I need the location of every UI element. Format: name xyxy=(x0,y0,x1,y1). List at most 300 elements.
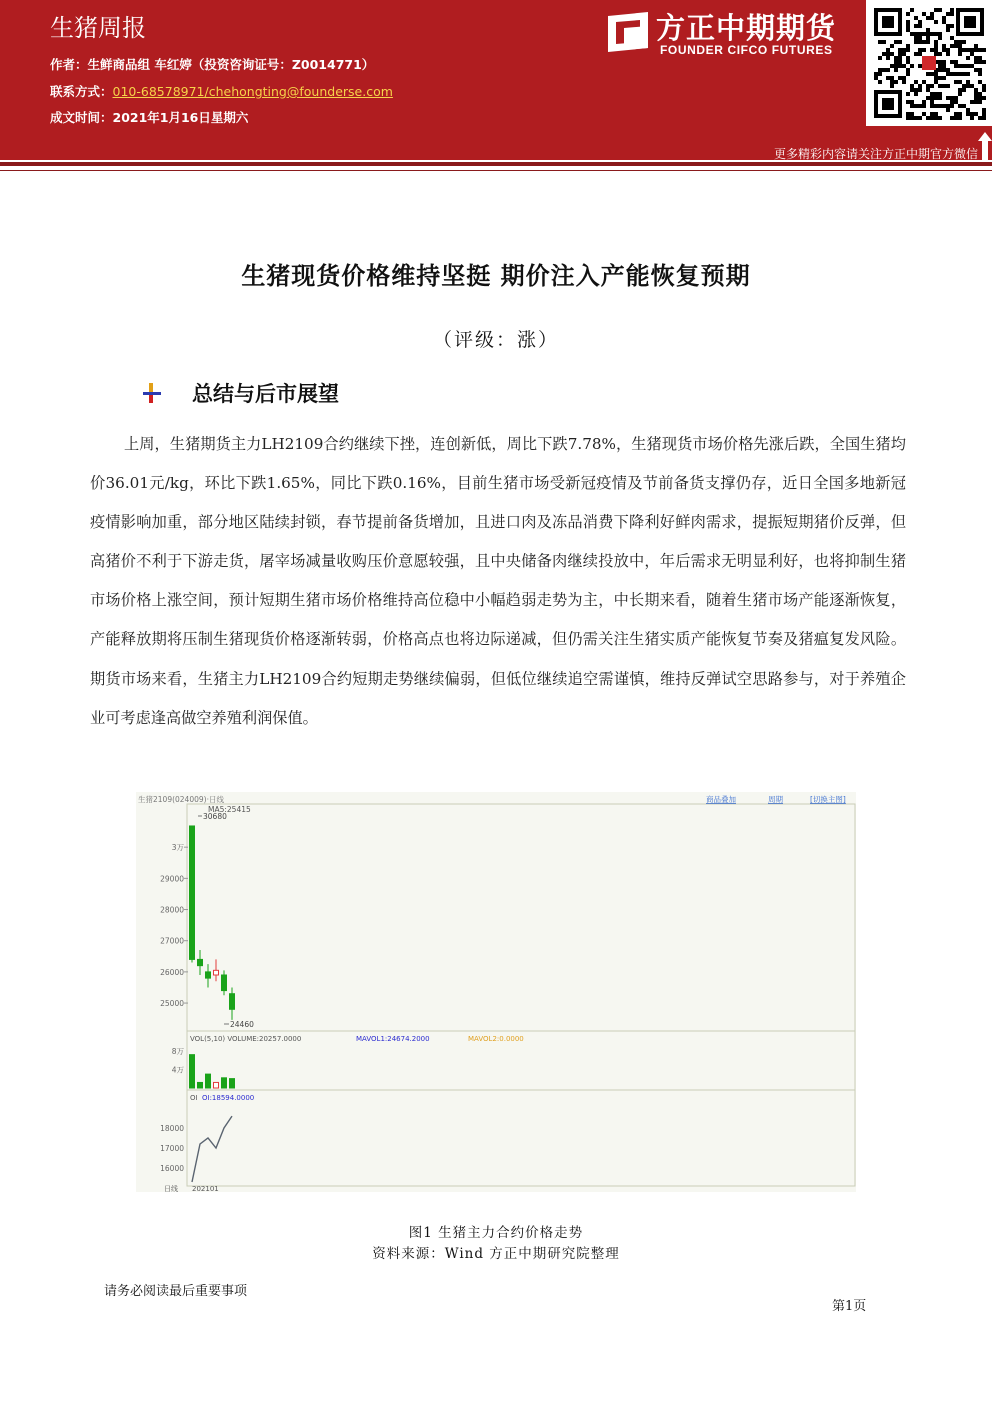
qr-module xyxy=(934,104,938,108)
qr-module xyxy=(970,116,974,120)
qr-module xyxy=(946,52,950,56)
qr-module xyxy=(926,40,930,44)
qr-module xyxy=(938,116,942,120)
qr-module xyxy=(874,76,878,80)
qr-module xyxy=(878,56,882,60)
qr-module xyxy=(954,112,958,116)
volume-bar xyxy=(230,1079,235,1088)
qr-module xyxy=(930,72,934,76)
qr-module xyxy=(930,104,934,108)
qr-module xyxy=(962,84,966,88)
qr-module xyxy=(958,116,962,120)
qr-module xyxy=(938,92,942,96)
header-banner xyxy=(0,0,992,160)
qr-module xyxy=(966,72,970,76)
qr-module xyxy=(954,100,958,104)
qr-module xyxy=(890,52,894,56)
qr-module xyxy=(934,116,938,120)
qr-module xyxy=(934,44,938,48)
qr-module xyxy=(978,56,982,60)
qr-module xyxy=(978,60,982,64)
oi-tick-label: 18000 xyxy=(160,1124,184,1133)
qr-module xyxy=(922,48,926,52)
qr-module xyxy=(922,32,926,36)
qr-module xyxy=(938,68,942,72)
qr-module xyxy=(942,16,946,20)
qr-module xyxy=(962,40,966,44)
qr-module xyxy=(946,12,950,16)
qr-module xyxy=(886,48,890,52)
qr-module xyxy=(922,12,926,16)
high-annotation: 30680 xyxy=(203,812,227,821)
candle-body xyxy=(190,826,195,959)
qr-module xyxy=(958,44,962,48)
volume-bar xyxy=(214,1082,219,1088)
qr-module xyxy=(954,60,958,64)
qr-module xyxy=(942,60,946,64)
report-type: 生猪周报 xyxy=(50,14,146,42)
qr-module xyxy=(934,96,938,100)
volume-bar xyxy=(206,1074,211,1088)
qr-module xyxy=(914,24,918,28)
logo-en-text: FOUNDER CIFCO FUTURES xyxy=(660,43,833,57)
qr-module xyxy=(970,52,974,56)
qr-module xyxy=(922,112,926,116)
qr-module xyxy=(978,100,982,104)
oi-axis xyxy=(160,1124,184,1173)
qr-module xyxy=(910,8,914,12)
qr-module xyxy=(910,32,914,36)
qr-module xyxy=(906,100,910,104)
ma-label: MA5:25415 xyxy=(208,805,251,814)
volume-tick-label: 4万 xyxy=(171,1065,184,1075)
qr-module xyxy=(954,44,958,48)
qr-module xyxy=(894,80,898,84)
oi-tick-label: 17000 xyxy=(160,1144,184,1153)
qr-module xyxy=(974,112,978,116)
qr-module xyxy=(926,96,930,100)
qr-module xyxy=(978,116,982,120)
qr-module xyxy=(914,40,918,44)
figure-caption: 图1 生猪主力合约价格走势 xyxy=(408,1225,584,1241)
qr-module xyxy=(906,116,910,120)
qr-module xyxy=(890,80,894,84)
qr-module xyxy=(914,116,918,120)
volume-label: VOL(5,10) VOLUME:20257.0000 xyxy=(190,1035,302,1043)
logo-mark-icon xyxy=(604,8,652,56)
qr-module xyxy=(902,48,906,52)
qr-module xyxy=(946,28,950,32)
qr-module xyxy=(906,20,910,24)
qr-module xyxy=(970,100,974,104)
price-tick-label: 29000 xyxy=(160,874,184,884)
low-annotation: 24460 xyxy=(230,1020,254,1029)
qr-module xyxy=(930,48,934,52)
qr-module xyxy=(914,52,918,56)
qr-module xyxy=(918,84,922,88)
qr-module xyxy=(930,92,934,96)
contact-link[interactable]: 010-68578971/chehongting@founderse.com xyxy=(112,84,393,99)
qr-module xyxy=(974,68,978,72)
qr-module xyxy=(942,20,946,24)
qr-module xyxy=(942,104,946,108)
qr-module xyxy=(882,40,886,44)
candle-body xyxy=(206,972,211,978)
qr-module xyxy=(982,88,986,92)
qr-module xyxy=(974,92,978,96)
qr-module xyxy=(950,60,954,64)
volume-bar xyxy=(190,1055,195,1088)
qr-module xyxy=(898,64,902,68)
qr-module xyxy=(910,100,914,104)
qr-module xyxy=(966,64,970,68)
qr-module xyxy=(966,80,970,84)
qr-module xyxy=(874,72,878,76)
volume-bar xyxy=(222,1078,227,1088)
qr-module xyxy=(954,40,958,44)
qr-module xyxy=(958,112,962,116)
qr-module xyxy=(894,40,898,44)
qr-module xyxy=(938,8,942,12)
qr-module xyxy=(954,80,958,84)
figure-source: 资料来源：Wind 方正中期研究院整理 xyxy=(372,1246,620,1262)
qr-module xyxy=(942,84,946,88)
rating: （评级：涨） xyxy=(432,329,559,351)
qr-module xyxy=(926,72,930,76)
qr-module xyxy=(910,112,914,116)
qr-module xyxy=(914,32,918,36)
qr-module xyxy=(878,68,882,72)
contact-label: 联系方式： xyxy=(50,84,113,99)
qr-module xyxy=(958,80,962,84)
qr-module xyxy=(930,96,934,100)
qr-module xyxy=(906,72,910,76)
qr-center-logo xyxy=(922,56,936,70)
qr-module xyxy=(886,76,890,80)
qr-module xyxy=(934,52,938,56)
mavol2-label: MAVOL2:0.0000 xyxy=(468,1035,524,1043)
qr-module xyxy=(926,36,930,40)
qr-module xyxy=(970,48,974,52)
qr-module xyxy=(890,64,894,68)
qr-module xyxy=(958,104,962,108)
qr-module xyxy=(894,68,898,72)
qr-module xyxy=(950,104,954,108)
qr-module xyxy=(934,48,938,52)
qr-module xyxy=(926,84,930,88)
qr-module xyxy=(974,88,978,92)
qr-module xyxy=(982,112,986,116)
qr-module xyxy=(978,92,982,96)
qr-module xyxy=(950,24,954,28)
qr-module xyxy=(934,112,938,116)
toolbar-overlay[interactable]: 商品叠加 xyxy=(706,795,736,804)
bullet-diamond-icon xyxy=(142,381,162,405)
section-title: 总结与后市展望 xyxy=(192,382,339,406)
qr-module xyxy=(934,92,938,96)
qr-module xyxy=(970,84,974,88)
qr-module xyxy=(950,96,954,100)
qr-module xyxy=(910,104,914,108)
qr-module xyxy=(902,76,906,80)
qr-module xyxy=(910,64,914,68)
qr-module xyxy=(962,48,966,52)
qr-code-icon xyxy=(866,0,992,126)
qr-module xyxy=(938,36,942,40)
qr-module xyxy=(934,40,938,44)
oi-value-label: OI:18594.0000 xyxy=(202,1094,255,1102)
qr-module xyxy=(906,68,910,72)
qr-module xyxy=(906,112,910,116)
qr-module xyxy=(938,64,942,68)
qr-module xyxy=(926,28,930,32)
qr-module xyxy=(946,24,950,28)
qr-module xyxy=(950,12,954,16)
qr-module xyxy=(978,80,982,84)
qr-module xyxy=(934,72,938,76)
qr-module xyxy=(982,84,986,88)
qr-module xyxy=(938,32,942,36)
candle-body xyxy=(230,994,235,1010)
qr-module xyxy=(950,8,954,12)
report-title: 生猪现货价格维持坚挺 期价注入产能恢复预期 xyxy=(241,261,751,290)
qr-module xyxy=(942,64,946,68)
qr-module xyxy=(966,112,970,116)
price-tick-label: 27000 xyxy=(160,936,184,946)
qr-module xyxy=(922,40,926,44)
qr-module xyxy=(966,108,970,112)
candle-body xyxy=(214,970,219,975)
author-line: 作者：生鲜商品组 车红婷（投资咨询证号：Z0014771） xyxy=(50,57,375,72)
qr-module xyxy=(890,84,894,88)
qr-module xyxy=(934,76,938,80)
qr-module xyxy=(962,64,966,68)
price-tick-label: 26000 xyxy=(160,967,184,977)
qr-module xyxy=(914,80,918,84)
qr-module xyxy=(890,76,894,80)
qr-module xyxy=(886,68,890,72)
qr-code[interactable] xyxy=(866,0,992,126)
qr-module xyxy=(946,48,950,52)
qr-module xyxy=(878,72,882,76)
qr-module xyxy=(898,48,902,52)
qr-module xyxy=(894,60,898,64)
qr-module xyxy=(942,48,946,52)
qr-module xyxy=(914,36,918,40)
qr-module xyxy=(974,60,978,64)
qr-module xyxy=(950,100,954,104)
qr-finder-core xyxy=(964,16,976,28)
qr-module xyxy=(982,96,986,100)
qr-module xyxy=(958,72,962,76)
qr-module xyxy=(910,88,914,92)
qr-module xyxy=(906,48,910,52)
x-axis-label: 202101 xyxy=(192,1185,219,1192)
qr-module xyxy=(962,104,966,108)
qr-module xyxy=(902,64,906,68)
qr-module xyxy=(938,60,942,64)
header-rule-thick xyxy=(0,162,992,166)
qr-module xyxy=(982,48,986,52)
price-tick-label: 28000 xyxy=(160,905,184,915)
header-rule-thin xyxy=(0,170,992,171)
qr-module xyxy=(958,92,962,96)
qr-module xyxy=(934,20,938,24)
price-tick-label: 25000 xyxy=(160,999,184,1009)
contact-line xyxy=(50,82,393,100)
qr-module xyxy=(894,64,898,68)
qr-module xyxy=(938,96,942,100)
qr-module xyxy=(906,24,910,28)
qr-module xyxy=(970,112,974,116)
qr-module xyxy=(922,80,926,84)
qr-module xyxy=(902,80,906,84)
qr-module xyxy=(898,56,902,60)
price-chart xyxy=(136,792,856,1192)
oi-label: OI xyxy=(190,1094,198,1102)
qr-module xyxy=(930,16,934,20)
qr-module xyxy=(930,100,934,104)
qr-module xyxy=(982,60,986,64)
follow-strip xyxy=(0,142,992,160)
qr-module xyxy=(882,52,886,56)
qr-module xyxy=(918,116,922,120)
qr-module xyxy=(974,96,978,100)
qr-module xyxy=(946,84,950,88)
qr-module xyxy=(914,88,918,92)
qr-module xyxy=(898,60,902,64)
x-axis-left-label: 日线 xyxy=(164,1185,178,1192)
qr-module xyxy=(918,36,922,40)
qr-module xyxy=(946,68,950,72)
volume-tick-label: 8万 xyxy=(171,1046,184,1056)
qr-module xyxy=(978,72,982,76)
qr-module xyxy=(942,68,946,72)
qr-finder-core xyxy=(882,16,894,28)
qr-module xyxy=(922,100,926,104)
qr-module xyxy=(946,108,950,112)
qr-module xyxy=(914,16,918,20)
qr-module xyxy=(918,88,922,92)
qr-module xyxy=(906,92,910,96)
qr-module xyxy=(962,72,966,76)
qr-module xyxy=(978,48,982,52)
qr-module xyxy=(906,44,910,48)
qr-module xyxy=(938,104,942,108)
qr-module xyxy=(898,76,902,80)
qr-module xyxy=(930,116,934,120)
mavol1-label: MAVOL1:24674.2000 xyxy=(356,1035,430,1043)
qr-module xyxy=(978,68,982,72)
qr-finder-core xyxy=(882,98,894,110)
qr-module xyxy=(914,92,918,96)
qr-module xyxy=(958,48,962,52)
page-number: 第1页 xyxy=(832,1299,867,1314)
qr-module xyxy=(958,52,962,56)
qr-module xyxy=(978,96,982,100)
qr-module xyxy=(954,64,958,68)
qr-module xyxy=(918,104,922,108)
follow-text[interactable]: 更多精彩内容请关注方正中期官方微信 xyxy=(773,147,978,161)
qr-module xyxy=(926,16,930,20)
qr-module xyxy=(898,40,902,44)
qr-module xyxy=(958,64,962,68)
qr-module xyxy=(950,72,954,76)
qr-module xyxy=(958,40,962,44)
qr-module xyxy=(946,72,950,76)
qr-module xyxy=(974,56,978,60)
qr-module xyxy=(890,44,894,48)
qr-module xyxy=(930,12,934,16)
qr-module xyxy=(946,96,950,100)
toolbar-switch[interactable]: [切换主图] xyxy=(810,795,846,804)
qr-module xyxy=(918,20,922,24)
qr-module xyxy=(950,36,954,40)
qr-module xyxy=(886,52,890,56)
volume-bar xyxy=(198,1082,203,1088)
qr-module xyxy=(886,56,890,60)
qr-module xyxy=(930,112,934,116)
qr-module xyxy=(970,64,974,68)
price-tick-label: 3万 xyxy=(171,843,184,853)
qr-module xyxy=(922,104,926,108)
qr-module xyxy=(954,72,958,76)
qr-module xyxy=(962,88,966,92)
qr-module xyxy=(966,48,970,52)
qr-module xyxy=(926,116,930,120)
footer-notice: 请务必阅读最后重要事项 xyxy=(104,1284,248,1299)
qr-module xyxy=(898,52,902,56)
qr-module xyxy=(926,88,930,92)
qr-module xyxy=(942,44,946,48)
qr-module xyxy=(894,56,898,60)
candle-body xyxy=(198,959,203,965)
candle-body xyxy=(222,975,227,991)
logo-cn-text: 方正中期期货 xyxy=(656,11,837,45)
chart-background xyxy=(136,792,856,1192)
qr-module xyxy=(950,44,954,48)
qr-module xyxy=(918,52,922,56)
toolbar-period[interactable]: 周期 xyxy=(768,795,783,804)
qr-module xyxy=(926,32,930,36)
qr-module xyxy=(974,48,978,52)
qr-module xyxy=(918,40,922,44)
qr-module xyxy=(982,116,986,120)
oi-tick-label: 16000 xyxy=(160,1164,184,1173)
company-logo xyxy=(604,6,854,58)
qr-module xyxy=(930,84,934,88)
qr-module xyxy=(918,64,922,68)
qr-module xyxy=(938,76,942,80)
section-heading xyxy=(142,378,339,408)
qr-module xyxy=(954,116,958,120)
qr-module xyxy=(958,88,962,92)
qr-module xyxy=(938,52,942,56)
qr-module xyxy=(938,84,942,88)
qr-module xyxy=(906,12,910,16)
qr-module xyxy=(954,96,958,100)
qr-module xyxy=(882,68,886,72)
date-line: 成文时间：2021年1月16日星期六 xyxy=(50,110,249,125)
qr-module xyxy=(878,40,882,44)
qr-module xyxy=(906,60,910,64)
qr-module xyxy=(918,24,922,28)
qr-module xyxy=(942,76,946,80)
qr-module xyxy=(974,100,978,104)
qr-module xyxy=(950,116,954,120)
qr-module xyxy=(910,84,914,88)
qr-module xyxy=(910,116,914,120)
